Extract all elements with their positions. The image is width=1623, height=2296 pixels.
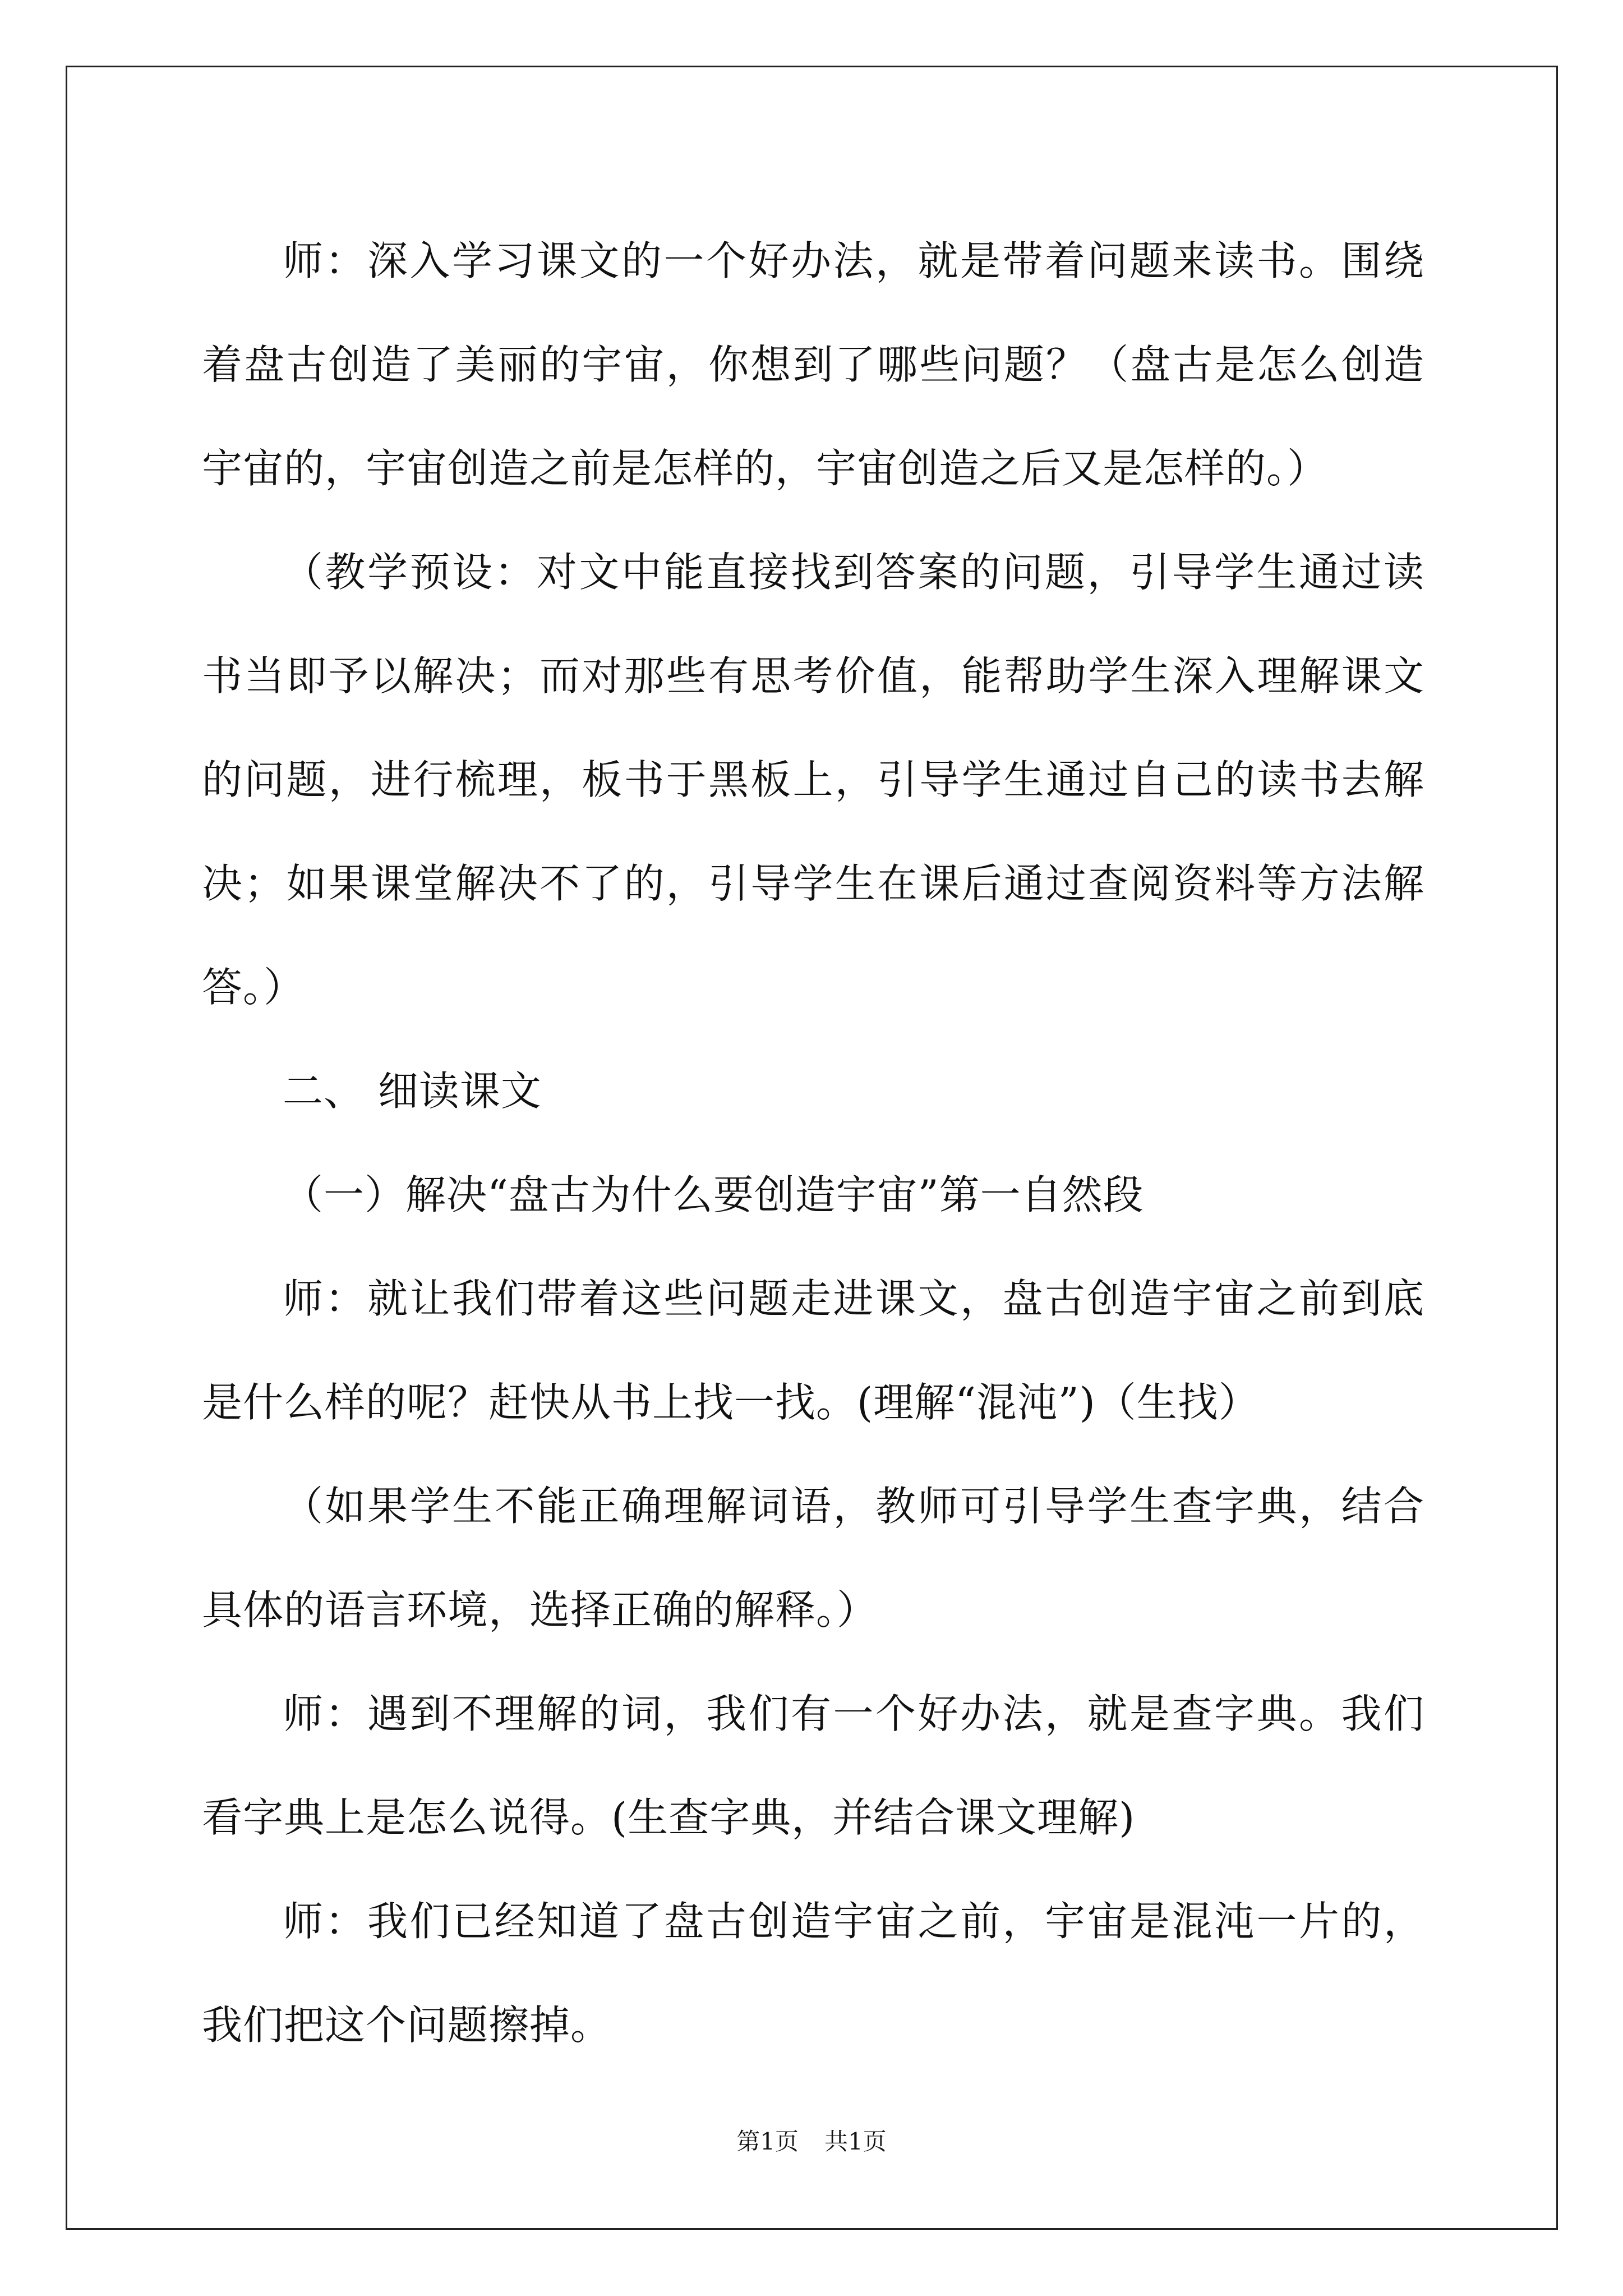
paragraph: （教学预设：对文中能直接找到答案的问题，引导学生通过读书当即予以解决；而对那些有思考价值，能帮助学生深入理解课文的问题，进行梳理，板书于黑板上，引导学生通过自己的读书去解决；如果课堂解决不了的，引导学生在课后通过查阅资料等方法解答。）	[202, 549, 1424, 1011]
subsection-heading: （一）解决“盘古为什么要创造宇宙”第一自然段	[283, 1171, 1144, 1218]
paragraph: 师：就让我们带着这些问题走进课文，盘古创造宇宙之前到底是什么样的呢？赶快从书上找一找。(理解“混沌”)（生找）	[202, 1275, 1424, 1426]
paragraph: 师：深入学习课文的一个好办法，就是带着问题来读书。围绕着盘古创造了美丽的宇宙，你想到了哪些问题？（盘古是怎么创造宇宙的，宇宙创造之前是怎样的，宇宙创造之后又是怎样的。）	[202, 237, 1424, 492]
document-body	[202, 209, 1424, 2077]
page-footer	[0, 2125, 1623, 2159]
paragraph: 师：我们已经知道了盘古创造宇宙之前，宇宙是混沌一片的，我们把这个问题擦掉。	[202, 1898, 1424, 2049]
paragraph: 师：遇到不理解的词，我们有一个好办法，就是查字典。我们看字典上是怎么说得。(生查字典，并结合课文理解)	[202, 1690, 1424, 1841]
section-heading: 二、 细读课文	[283, 1068, 542, 1115]
page-number: 第1页	[736, 2128, 799, 2155]
page-total: 共1页	[824, 2128, 887, 2155]
paragraph: （如果学生不能正确理解词语，教师可引导学生查字典，结合具体的语言环境，选择正确的解释。）	[202, 1483, 1424, 1634]
